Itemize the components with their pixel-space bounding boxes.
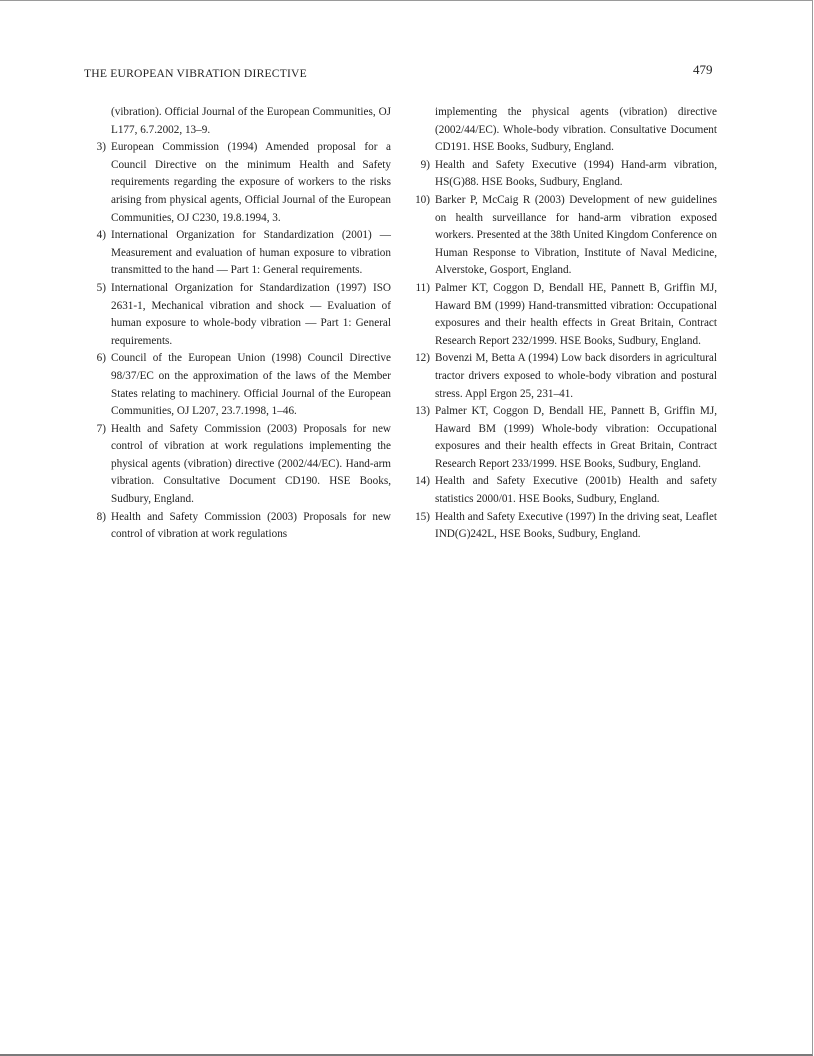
reference-text: Palmer KT, Coggon D, Bendall HE, Pannett B, Griffin MJ, Haward BM (1999) Hand-transmitted vibration: Occupational exposures and their health effects in Great Britain, Contract Research Report 232/1999. HSE Books, Sudbury, England. xyxy=(435,281,717,347)
reference-item xyxy=(409,473,717,508)
reference-item xyxy=(85,280,391,350)
reference-number: 10) xyxy=(415,193,430,206)
running-title: THE EUROPEAN VIBRATION DIRECTIVE xyxy=(84,67,307,80)
reference-number: 3) xyxy=(96,141,106,154)
reference-number: 7) xyxy=(96,422,106,435)
reference-text: European Commission (1994) Amended proposal for a Council Directive on the minimum Health and Safety requirements regarding the exposure of workers to the risks arising from physical agents, Official Journal of the European Communities, OJ C230, 19.8.1994, 3. xyxy=(111,141,391,224)
reference-text: Health and Safety Commission (2003) Proposals for new control of vibration at work regulations xyxy=(111,510,391,541)
reference-number: 14) xyxy=(415,475,430,488)
reference-item xyxy=(409,157,717,192)
reference-text: Health and Safety Executive (2001b) Health and safety statistics 2000/01. HSE Books, Sudbury, England. xyxy=(435,475,717,506)
reference-item xyxy=(409,192,717,280)
reference-continuation: implementing the physical agents (vibration) directive (2002/44/EC). Whole-body vibration. Consultative Document CD191. HSE Books, Sudbury, England. xyxy=(435,106,717,154)
reference-text: International Organization for Standardization (1997) ISO 2631-1, Mechanical vibration and shock — Evaluation of human exposure to whole-body vibration — Part 1: General requirements. xyxy=(111,281,391,347)
reference-text: Bovenzi M, Betta A (1994) Low back disorders in agricultural tractor drivers exposed to whole-body vibration and postural stress. Appl Ergon 25, 231–41. xyxy=(435,352,717,400)
reference-number: 13) xyxy=(415,405,430,418)
reference-continuation: (vibration). Official Journal of the European Communities, OJ L177, 6.7.2002, 13–9. xyxy=(111,106,391,136)
reference-item xyxy=(85,227,391,280)
reference-number: 4) xyxy=(96,229,106,242)
page-number: 479 xyxy=(693,62,713,77)
reference-item xyxy=(85,350,391,420)
reference-number: 12) xyxy=(415,352,430,365)
reference-text: International Organization for Standardization (2001) — Measurement and evaluation of human exposure to vibration transmitted to the hand — Part 1: General requirements. xyxy=(111,229,391,277)
reference-number: 15) xyxy=(415,510,430,523)
reference-text: Health and Safety Commission (2003) Proposals for new control of vibration at work regulations implementing the physical agents (vibration) directive (2002/44/EC). Hand-arm vibration. Consultative Document CD190. HSE Books, Sudbury, England. xyxy=(111,422,391,506)
reference-column-right xyxy=(409,104,717,544)
reference-number: 5) xyxy=(96,281,106,294)
reference-column-left xyxy=(85,104,391,544)
reference-number: 8) xyxy=(96,510,106,523)
reference-text: Barker P, McCaig R (2003) Development of new guidelines on health surveillance for hand-arm vibration exposed workers. Presented at the 38th United Kingdom Conference on Human Response to Vibration, Institute of Naval Medicine, Alverstoke, Gosport, England. xyxy=(435,193,717,277)
reference-number: 9) xyxy=(420,158,430,171)
reference-number: 11) xyxy=(415,281,430,294)
reference-item xyxy=(85,139,391,227)
reference-number: 6) xyxy=(96,352,106,365)
reference-item xyxy=(409,280,717,350)
reference-text: Council of the European Union (1998) Council Directive 98/37/EC on the approximation of the laws of the Member States relating to machinery. Official Journal of the European Communities, OJ L207, 23.7.1998, 1–46. xyxy=(111,352,391,418)
reference-item xyxy=(409,350,717,403)
reference-text: Health and Safety Executive (1994) Hand-arm vibration, HS(G)88. HSE Books, Sudbury, England. xyxy=(435,158,717,189)
reference-text: Palmer KT, Coggon D, Bendall HE, Pannett B, Griffin MJ, Haward BM (1999) Whole-body vibration: Occupational exposures and their health effects in Great Britain, Contract Research Report 233/1999. HSE Books, Sudbury, England. xyxy=(435,405,717,470)
reference-item xyxy=(409,403,717,473)
reference-item xyxy=(85,509,391,544)
reference-item xyxy=(85,421,391,509)
reference-item xyxy=(409,509,717,544)
reference-text: Health and Safety Executive (1997) In the driving seat, Leaflet IND(G)242L, HSE Books, Sudbury, England. xyxy=(435,510,717,541)
